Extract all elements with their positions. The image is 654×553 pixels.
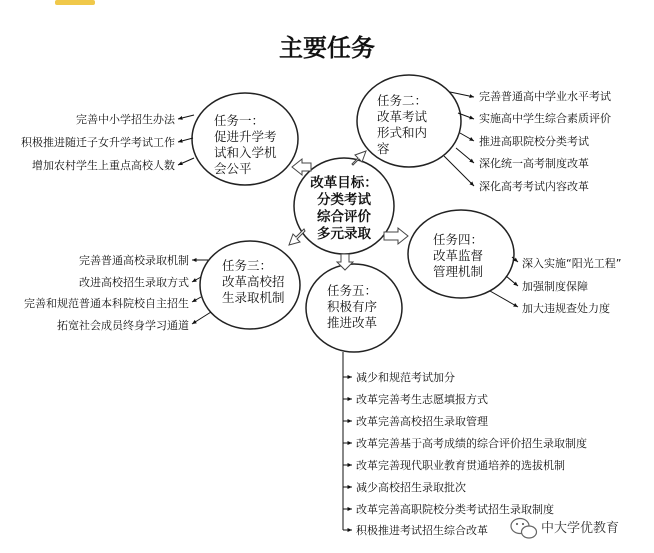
center-line-1: 改革目标： [310,175,378,191]
task2-arrow-4 [456,148,474,163]
task5-line-1: 任务五： [327,283,378,298]
task2-arrow-3 [460,133,474,141]
task1-arrow-3 [178,158,194,165]
task1-item: 完善中小学招生办法 [76,113,175,126]
task5-item: 改革完善考生志愿填报方式 [356,393,488,406]
task4-item: 加强制度保障 [522,280,588,293]
task1-arrow-1 [178,115,194,119]
task1-item: 增加农村学生上重点高校人数 [32,159,175,172]
task5-line-3: 推进改革 [327,315,378,330]
task3-item: 拓宽社会成员终身学习通道 [57,319,189,332]
task5-item: 改革完善高校招生录取管理 [356,415,488,428]
task4-item: 深入实施“阳光工程” [522,257,622,270]
task2-item: 深化高考考试内容改革 [479,180,589,193]
task4-arrow-3 [490,291,518,307]
task3-line-2: 改革高校招 [222,274,285,289]
task3-line-1: 任务三： [222,258,273,273]
wechat-icon [511,519,537,539]
task1-line-3: 试和入学机 [214,145,277,160]
task5-item: 改革完善现代职业教育贯通培养的选拔机制 [356,459,565,472]
task1-line-2: 促进升学考 [214,129,277,144]
task2-line-3: 形式和内 [377,125,428,140]
task4-line-2: 改革监督 [433,248,484,263]
task5-item: 积极推进考试招生综合改革 [356,524,488,537]
task2-item: 深化统一高考制度改革 [479,157,589,170]
task2-line-2: 改革考试 [377,109,428,124]
task1-line-1: 任务一： [214,113,265,128]
watermark [511,519,619,539]
task4-item: 加大违规查处力度 [522,302,610,315]
task3-item: 完善和规范普通本科院校自主招生 [24,297,189,310]
task5-item: 减少和规范考试加分 [356,371,455,384]
watermark-text: 中大学优教育 [541,521,620,536]
diagram-title: 主要任务 [279,34,375,62]
task2-item: 实施高中学生综合素质评价 [479,112,611,125]
task2-arrow-5 [444,156,474,186]
task4-line-3: 管理机制 [433,264,484,279]
task1-item: 积极推进随迁子女升学考试工作 [21,136,175,149]
task3-line-3: 生录取机制 [222,290,285,305]
task4-arrow-2 [506,276,518,286]
task2-item: 完善普通高中学业水平考试 [479,90,611,103]
task3-item: 改进高校招生录取方式 [79,276,189,289]
task2-line-1: 任务二： [377,93,428,108]
arrow-to-task3 [289,229,305,245]
task2-line-4: 容 [377,141,390,156]
task5-item: 改革完善基于高考成绩的综合评价招生录取制度 [356,437,587,450]
task3-item: 完善普通高校录取机制 [79,254,189,267]
task3-arrow-4 [192,312,211,324]
task5-item: 改革完善高职院校分类考试招生录取制度 [356,503,554,516]
task4-line-1: 任务四： [433,232,484,247]
center-line-3: 综合评价 [317,209,371,225]
center-line-2: 分类考试 [317,192,371,208]
task2-item: 推进高职院校分类考试 [479,135,589,148]
task1-line-4: 会公平 [214,161,252,176]
task5-line-2: 积极有序 [327,299,378,314]
task1-arrow-2 [178,138,193,142]
task5-item: 减少高校招生录取批次 [356,481,466,494]
task3-arrow-3 [192,297,201,302]
center-line-4: 多元录取 [317,226,371,242]
